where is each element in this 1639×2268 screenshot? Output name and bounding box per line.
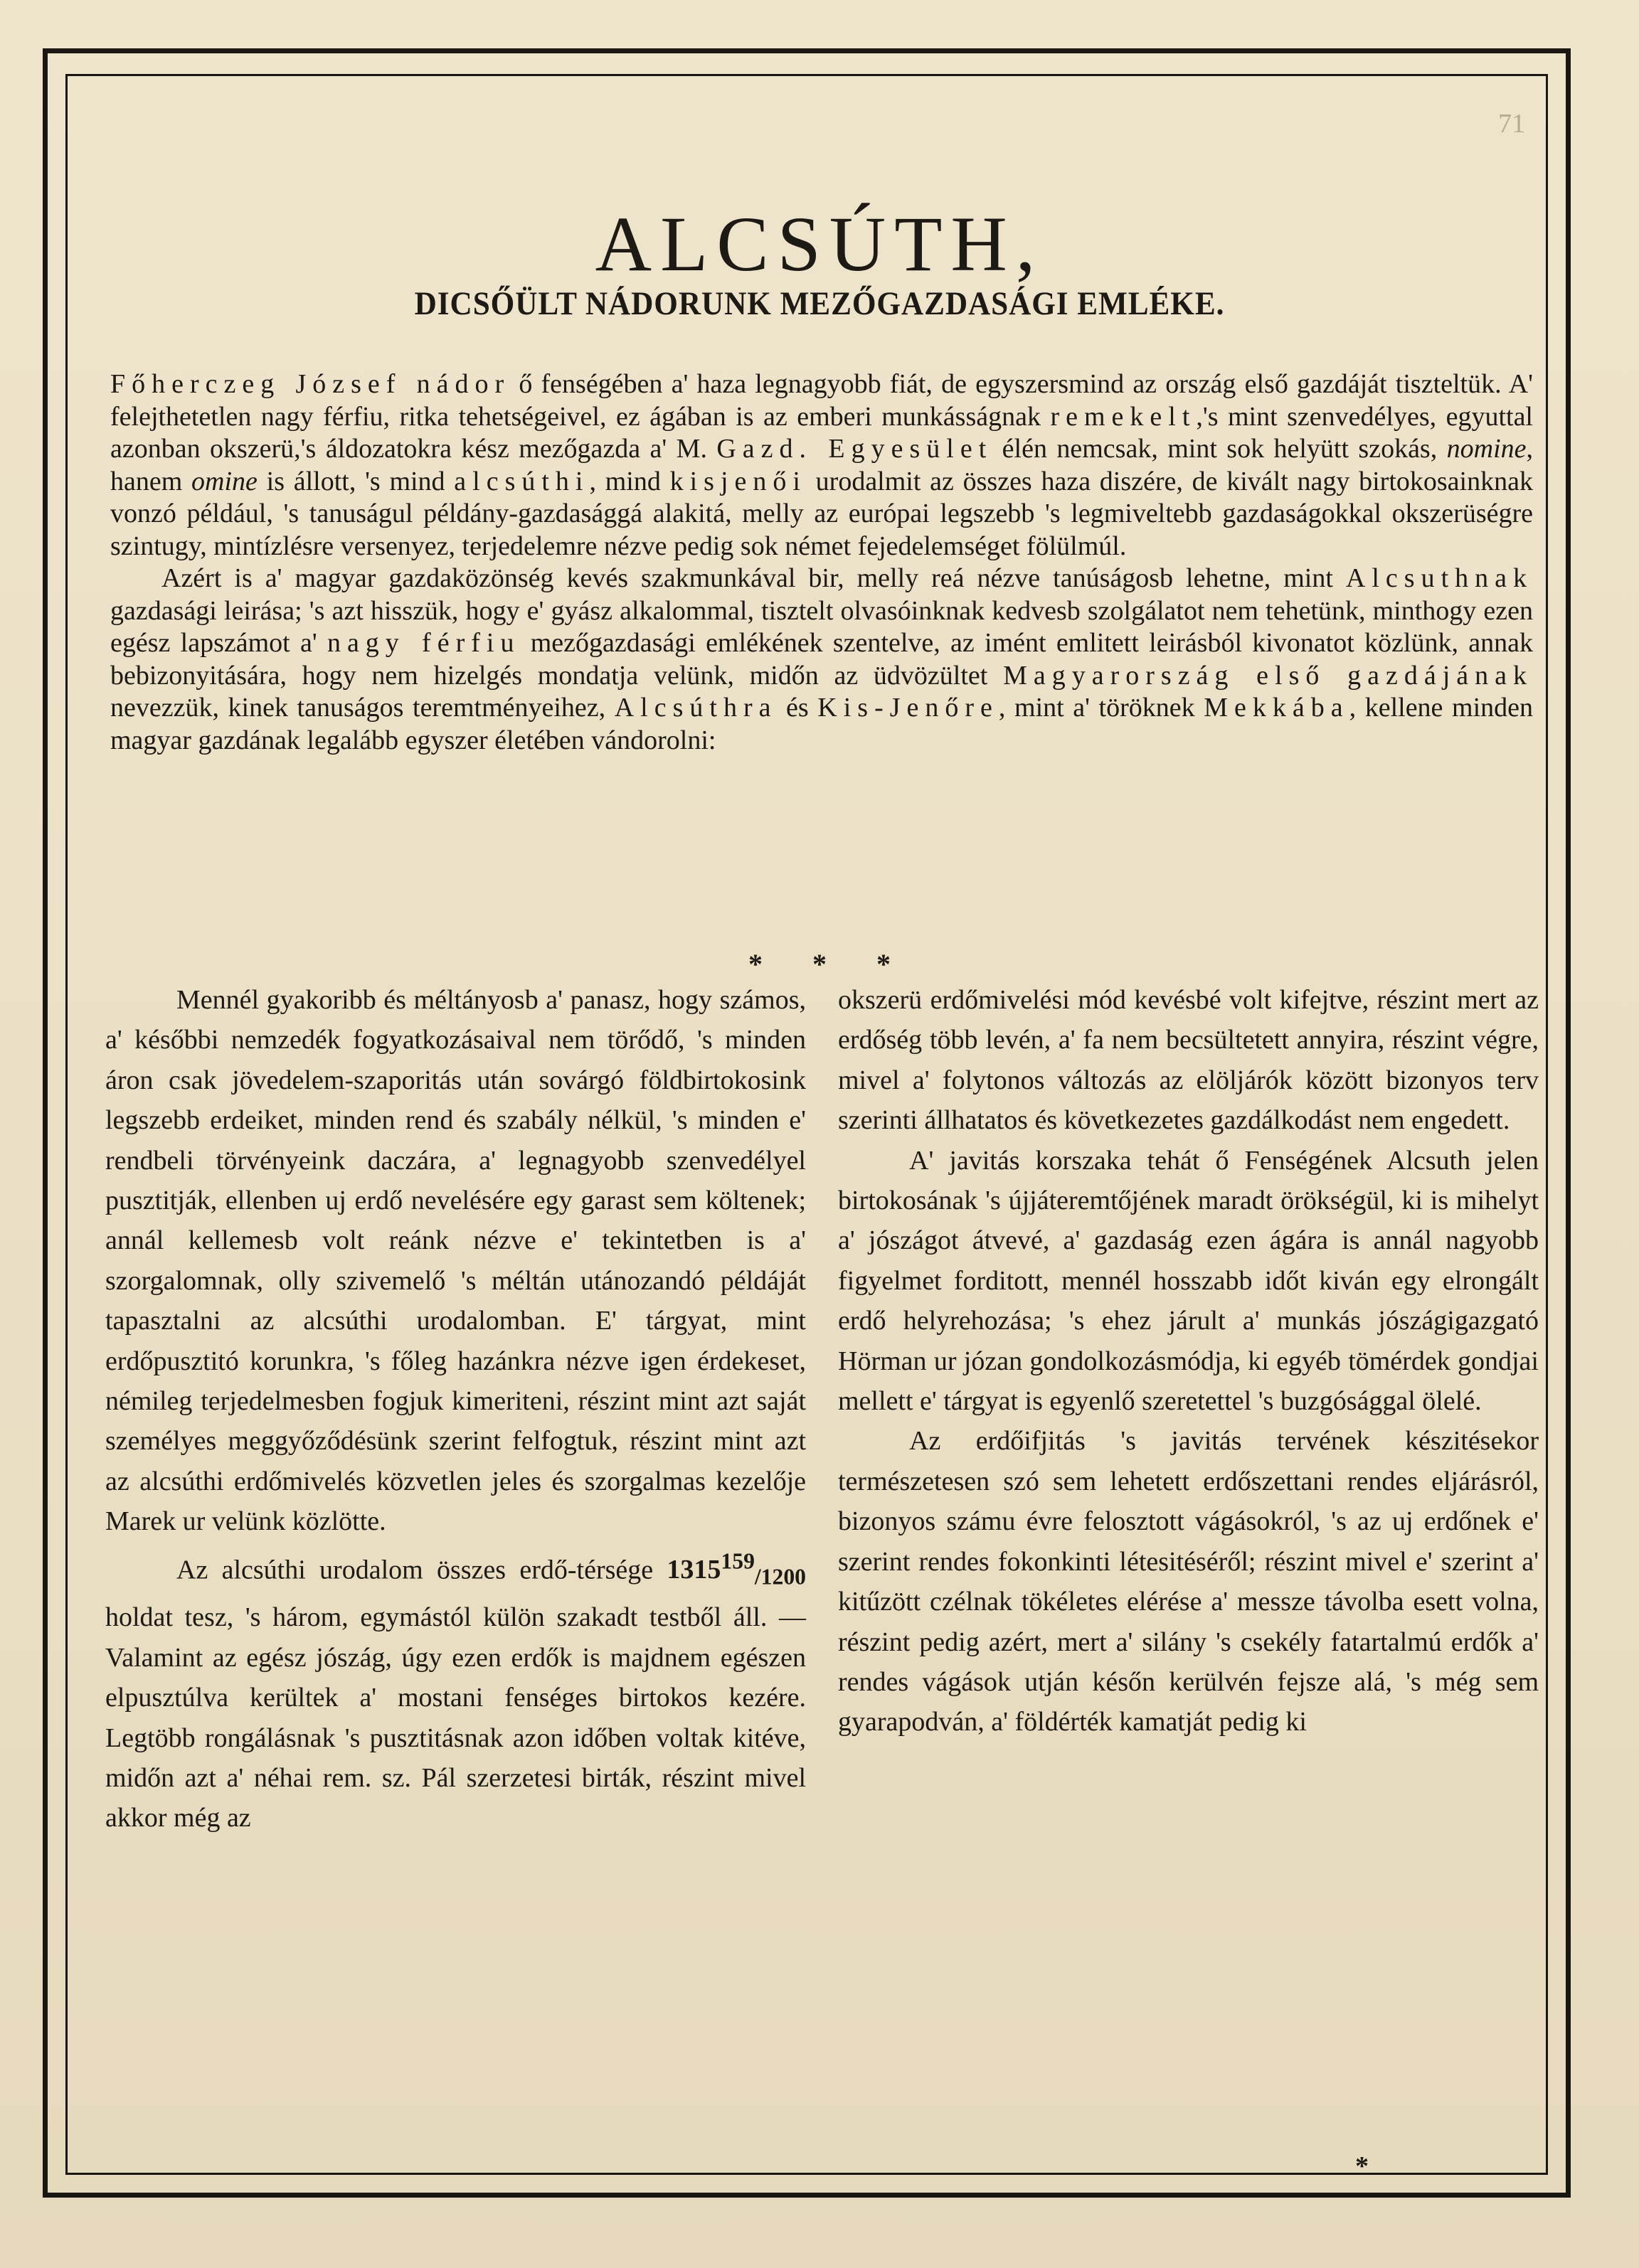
page-subtitle: DICSŐÜLT NÁDORUNK MEZŐGAZDASÁGI EMLÉKE.	[414, 285, 1225, 322]
asterisk-right: *	[876, 948, 891, 980]
left-paragraph-2: Az alcsúthi urodalom összes erdő-térsége $1315^{159}_{/1200}$ holdat tesz, 's három, egymástól külön szakadt testből áll. — Valamint az egész jószág, úgy ezen erdők is majdnem egészen elpusztúlva kerültek a' mostani fenséges birtokos kezére. Legtöbb rongálásnak 's pusztitásnak azon időben voltak kitéve, midőn azt a' néhai rem. sz. Pál szerzetesi birták, részint mivel akkor még az	[105, 1548, 806, 1833]
catchword-asterisk: *	[1355, 2151, 1369, 2181]
intro-paragraph-1: Főherczeg József nádor ő fenségében a' haza legnagyobb fiát, de egyszersmind az ország első gazdáját tiszteltük. A' felejthetetlen nagy férfiu, ritka tehetségeivel, ez ágában is az emberi munkásságnak remekelt,'s mint szenvedélyes, egyuttal azonban okszerü,'s áldozatokra kész mezőgazda a' M. Gazd. Egyesület élén nemcsak, mint sok helyütt szokás, nomine, hanem omine is állott, 's mind alcsúthi, mind kisjenői urodalmit az összes haza diszére, de kivált nagy birtokosainknak vonzó például, 's tanuságul példány-gazdasággá alakitá, melly az európai legszebb 's legmiveltebb gazdaságokkal okszerüségre szintugy, mintízlésre versenyez, terjedelemre nézve pedig sok német fejedelemséget fölülmúl.	[110, 369, 1533, 561]
right-column	[838, 980, 1539, 1742]
right-paragraph-3: Az erdőifjitás 's javitás tervének készitésekor természetesen szó sem lehetett erdőszettani rendes eljárásról, bizonyos számu évre felosztott vágásokról, 's az uj erdőnek e' szerint rendes fokonkinti létesitéséről; részint mivel e' szerint a' kitűzött czélnak tökéletes elérése a' messze távolba esett volna, részint pedig azért, mert a' silány 's csekély fatartalmú erdők a' rendes vágások utján későn kerülvén fejsze alá, 's még sem gyarapodván, a' földérték kamatját pedig ki	[838, 1426, 1539, 1737]
intro-paragraph-2: Azért is a' magyar gazdaközönség kevés szakmunkával bir, melly reá nézve tanúságosb lehetne, mint Alcsuthnak gazdasági leirása; 's azt hisszük, hogy e' gyász alkalommal, tisztelt olvasóinknak kedvesb szolgálatot nem tehetünk, minthogy ezen egész lapszámot a' nagy férfiu mezőgazdasági emlékének szentelve, az imént emlitett leirásból kivonatot közlünk, annak bebizonyitására, hogy nem hizelgés mondatja velünk, midőn az üdvözültet Magyarország első gazdájának nevezzük, kinek tanuságos teremtményeihez, Alcsúthra és Kis-Jenőre, mint a' töröknek Mekkába, kellene minden magyar gazdának legalább egyszer életében vándorolni:	[110, 563, 1533, 755]
left-column	[105, 980, 806, 1838]
asterisk-center: *	[812, 948, 827, 980]
right-paragraph-1: okszerü erdőmivelési mód kevésbé volt kifejtve, részint mert az erdőség több levén, a' fa nem becsültetett annyira, részint végre, mivel a' folytonos változás az elöljárók között bizonyos terv szerinti állhatatos és következetes gazdálkodást nem engedett.	[838, 985, 1539, 1136]
intro-section	[110, 368, 1533, 757]
area-figure: $1315^{159}_{/1200}$	[667, 1548, 806, 1590]
right-paragraph-2: A' javitás korszaka tehát ő Fenségének Alcsuth jelen birtokosának 's újjáteremtőjének maradt örökségül, ki is mihelyt a' jószágot átvevé, a' gazdaság ezen ágára is annál nagyobb figyelmet forditott, mennél hosszabb időt kiván egy elrongált erdő helyrehozása; 's ehez járult a' munkás jószágigazgató Hörman ur józan gondolkozásmódja, ki egyéb tömérdek gondjai mellett e' tárgyat is egyenlő szeretettel 's buzgósággal ölelé.	[838, 1145, 1539, 1417]
asterisk-left: *	[748, 948, 763, 980]
page-number: 71	[1498, 109, 1525, 139]
section-divider	[0, 947, 1639, 981]
left-paragraph-1: Mennél gyakoribb és méltányosb a' panasz, hogy számos, a' későbbi nemzedék fogyatkozásaival nem törődő, 's minden áron csak jövedelem-szaporitás után sovárgó földbirtokosink legszebb erdeiket, minden rend és szabály nélkül, 's minden e' rendbeli törvényeink daczára, a' legnagyobb szenvedélyel pusztitják, ellenben uj erdő nevelésére egy garast sem költenek; annál kellemesb volt reánk nézve e' tekintetben is a' szorgalomnak, olly szivemelő 's méltán utánozandó példáját tapasztalni az alcsúthi urodalomban. E' tárgyat, mint erdőpusztitó korunkra, 's főleg hazánkra nézve igen érdekeset, némileg terjedelmesben fogjuk kimeriteni, részint mint azt saját személyes meggyőződésünk szerint felfogtuk, részint mint azt az alcsúthi erdőmivelés közvetlen jeles és szorgalmas kezelője Marek ur velünk közlötte.	[105, 985, 806, 1537]
page-title: ALCSÚTH,	[595, 201, 1044, 287]
